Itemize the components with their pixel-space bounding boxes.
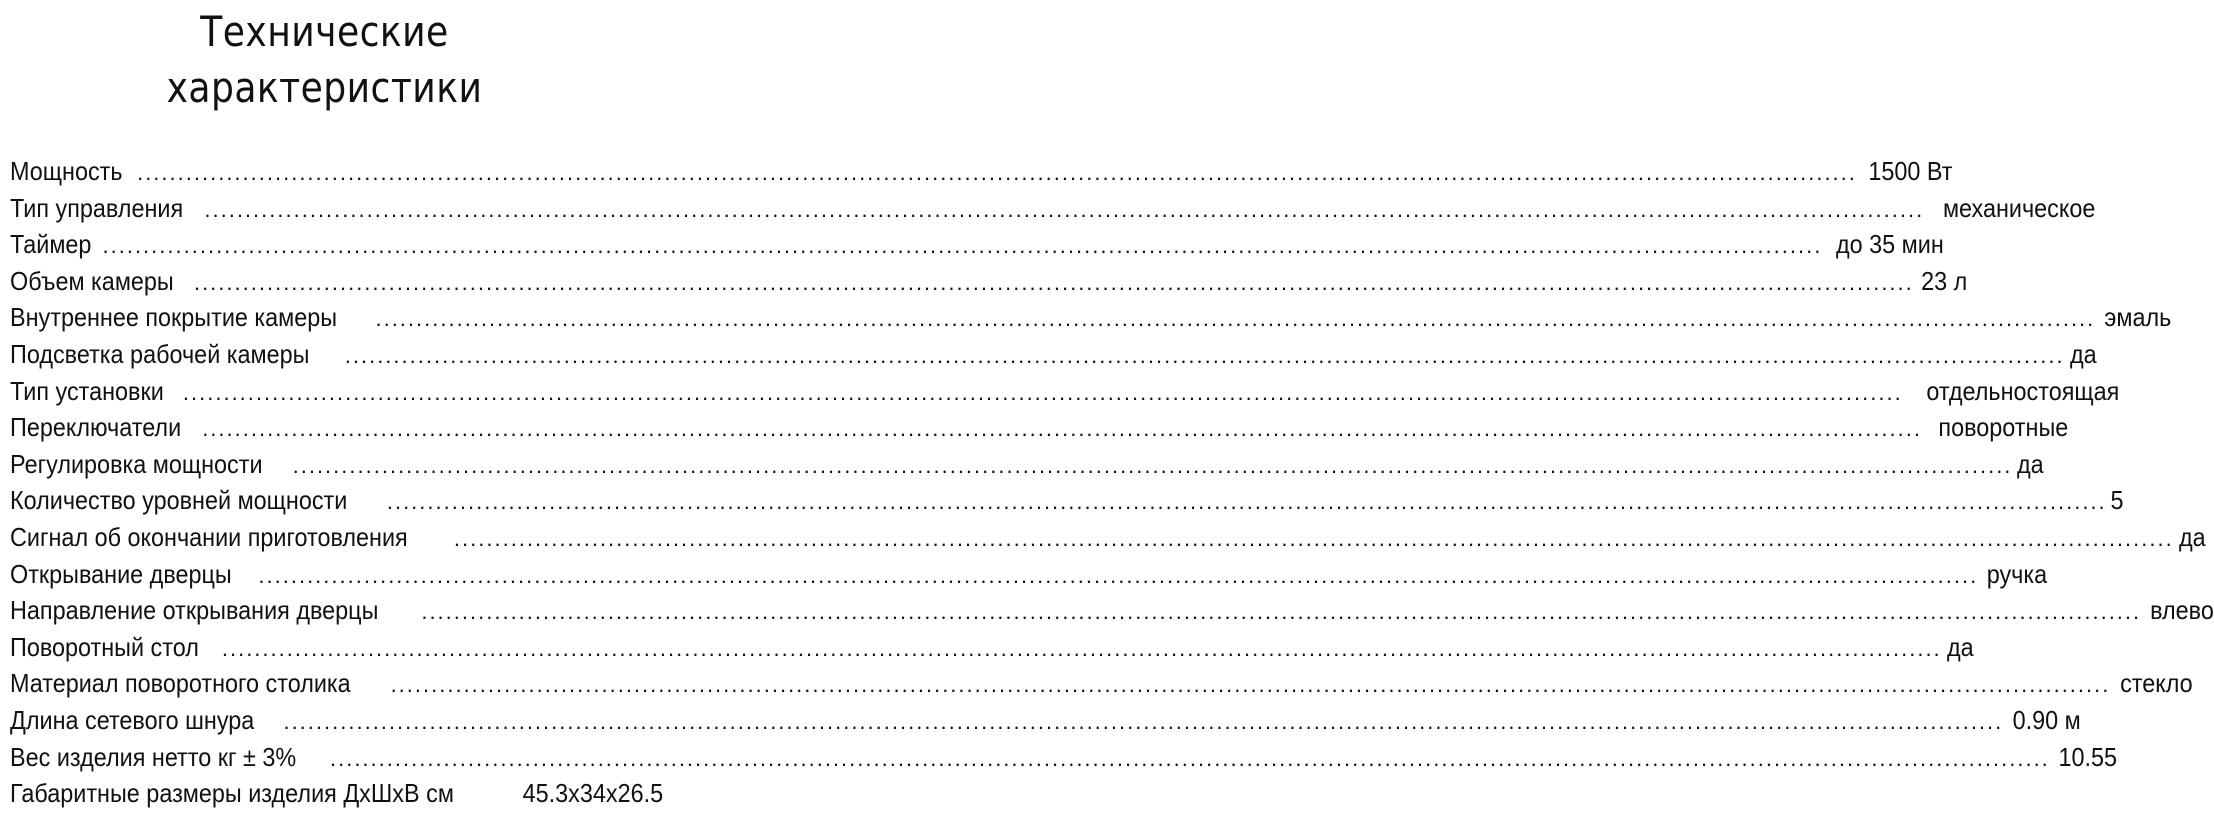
- spec-row-turntable: [10, 629, 1974, 666]
- spec-row-turntable-material: [10, 665, 2194, 702]
- dot-leader: [202, 411, 1922, 448]
- spec-row-power: [10, 153, 1953, 190]
- dot-leader: [421, 594, 2141, 631]
- spec-row-door-direction: [10, 592, 2214, 629]
- spec-value: 10.55: [2058, 741, 2117, 772]
- page-title: [45, 4, 603, 116]
- dot-leader: [258, 558, 1978, 595]
- spec-label: Габаритные размеры изделия ДхШхВ см: [10, 778, 454, 809]
- page-title-line-2: характеристики: [166, 63, 483, 112]
- dot-leader: [137, 155, 1857, 192]
- spec-label: Объем камеры: [10, 265, 174, 296]
- spec-row-cord-length: [10, 702, 2081, 739]
- spec-row-power-adjustment: [10, 446, 2045, 483]
- dot-leader: [345, 338, 2065, 375]
- dot-leader: [454, 521, 2174, 558]
- spec-value: влево: [2150, 595, 2214, 626]
- spec-row-door-opening: [10, 556, 2048, 593]
- spec-label: Направление открывания дверцы: [10, 595, 379, 626]
- spec-row-dimensions: [10, 775, 664, 812]
- spec-value: до 35 мин: [1836, 229, 1945, 260]
- spec-label: Мощность: [10, 156, 123, 186]
- dot-leader: [387, 484, 2107, 521]
- dot-leader: [375, 301, 2095, 338]
- spec-label: Внутреннее покрытие камеры: [10, 302, 338, 333]
- spec-row-switches: [10, 409, 2069, 446]
- spec-value: 1500 Вт: [1868, 156, 1953, 186]
- spec-label: Регулировка мощности: [10, 448, 263, 479]
- page-title-line-1: Технические: [200, 7, 449, 56]
- spec-row-chamber-light: [10, 336, 2097, 373]
- dot-leader: [391, 667, 2111, 704]
- spec-value: стекло: [2120, 668, 2194, 699]
- dot-leader: [293, 448, 2013, 485]
- dot-leader: [330, 741, 2050, 778]
- spec-value: эмаль: [2104, 302, 2172, 333]
- spec-label: Тип управления: [10, 192, 184, 223]
- dot-leader: [222, 631, 1942, 668]
- spec-row-control-type: [10, 190, 2096, 227]
- spec-label: Количество уровней мощности: [10, 485, 348, 516]
- spec-label: Поворотный стол: [10, 631, 199, 662]
- spec-value: механическое: [1943, 192, 2096, 223]
- spec-row-chamber-volume: [10, 263, 1968, 300]
- spec-label: Тип установки: [10, 375, 164, 406]
- spec-label: Переключатели: [10, 412, 182, 443]
- dot-leader: [204, 192, 1924, 229]
- dot-leader: [103, 228, 1823, 265]
- spec-value: да: [2178, 521, 2206, 552]
- spec-label: Открывание дверцы: [10, 558, 232, 589]
- dot-leader: [283, 704, 2003, 741]
- spec-value: 5: [2110, 485, 2124, 516]
- spec-row-installation-type: [10, 373, 2120, 410]
- spec-label: Сигнал об окончании приготовления: [10, 521, 408, 552]
- spec-row-net-weight: [10, 739, 2117, 776]
- spec-value: 45.3x34x26.5: [522, 778, 664, 809]
- spec-row-interior-coating: [10, 299, 2172, 336]
- spec-row-end-signal: [10, 519, 2206, 556]
- spec-value: отдельностоящая: [1926, 375, 2120, 406]
- dot-leader: [194, 265, 1914, 302]
- spec-label: Подсветка рабочей камеры: [10, 338, 310, 369]
- spec-value: поворотные: [1938, 412, 2069, 443]
- spec-value: 0.90 м: [2012, 704, 2081, 735]
- spec-label: Длина сетевого шнура: [10, 704, 255, 735]
- spec-value: 23 л: [1920, 265, 1968, 296]
- spec-value: ручка: [1986, 558, 2048, 589]
- spec-value: да: [1946, 631, 1974, 662]
- spec-label: Вес изделия нетто кг ± 3%: [10, 741, 297, 772]
- spec-list: [10, 153, 2214, 812]
- spec-row-timer: [10, 226, 1945, 263]
- spec-label: Материал поворотного столика: [10, 668, 351, 699]
- spec-label: Таймер: [10, 229, 92, 260]
- spec-value: да: [2017, 448, 2045, 479]
- spec-row-power-levels: [10, 482, 2124, 519]
- spec-value: да: [2069, 338, 2097, 369]
- dot-leader: [183, 375, 1903, 412]
